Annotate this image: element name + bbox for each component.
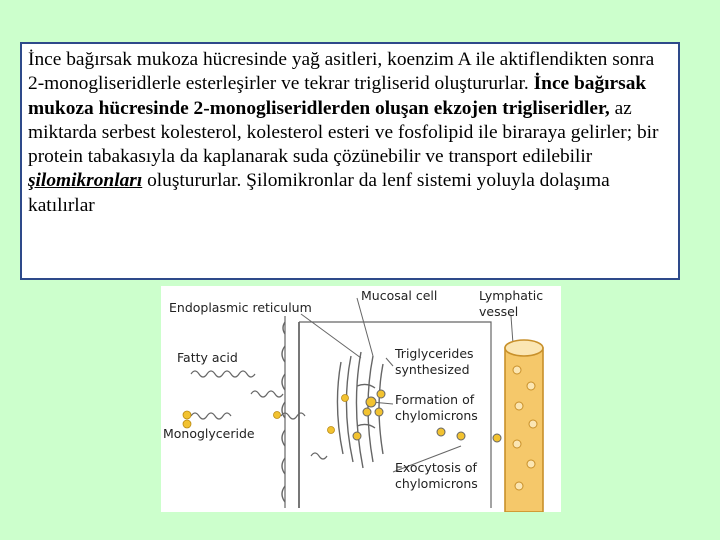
- label-chylomicrons-1: chylomicrons: [395, 408, 478, 423]
- paragraph-bold-text: İnce bağırsak mukoza hücresinde 2-monogliseridlerden oluşan ekzojen trigliseridler,: [28, 73, 647, 119]
- fatty-acid-molecules: [191, 371, 327, 459]
- label-lymphatic: Lymphatic: [479, 288, 544, 303]
- label-triglycerides: Triglycerides: [395, 346, 474, 361]
- label-endoplasmic-reticulum: Endoplasmic reticulum: [169, 300, 312, 315]
- label-synthesized: synthesized: [395, 362, 470, 377]
- label-monoglyceride: Monoglyceride: [163, 426, 255, 441]
- label-fatty-acid: Fatty acid: [177, 350, 238, 365]
- chylomicron-term: şilomikronları: [28, 170, 143, 192]
- label-vessel: vessel: [479, 304, 519, 319]
- label-formation-of: Formation of: [395, 392, 475, 407]
- text-box: [20, 42, 680, 280]
- chylomicron-diagram: [161, 286, 561, 512]
- label-mucosal-cell: Mucosal cell: [361, 288, 438, 303]
- lymphatic-vessel-shape: [505, 340, 543, 512]
- label-chylomicrons-2: chylomicrons: [395, 476, 478, 491]
- paragraph-text-2: az miktarda serbest kolesterol, kolesterol esteri ve fosfolipid ile biraraya gelirler; bir protein tabakasıyla da kaplanarak suda çözünebilir ve transport edilebilir: [28, 97, 659, 168]
- paragraph-text-3: oluştururlar. Şilomikronlar da lenf sistemi yoluyla dolaşıma katılırlar: [28, 170, 610, 216]
- label-exocytosis-of: Exocytosis of: [395, 460, 477, 475]
- paragraph-text-1: İnce bağırsak mukoza hücresinde yağ asitleri, koenzim A ile aktiflendikten sonra 2-monogliseridlerle esterleşirler ve tekrar trigliserid oluştururlar.: [28, 49, 655, 95]
